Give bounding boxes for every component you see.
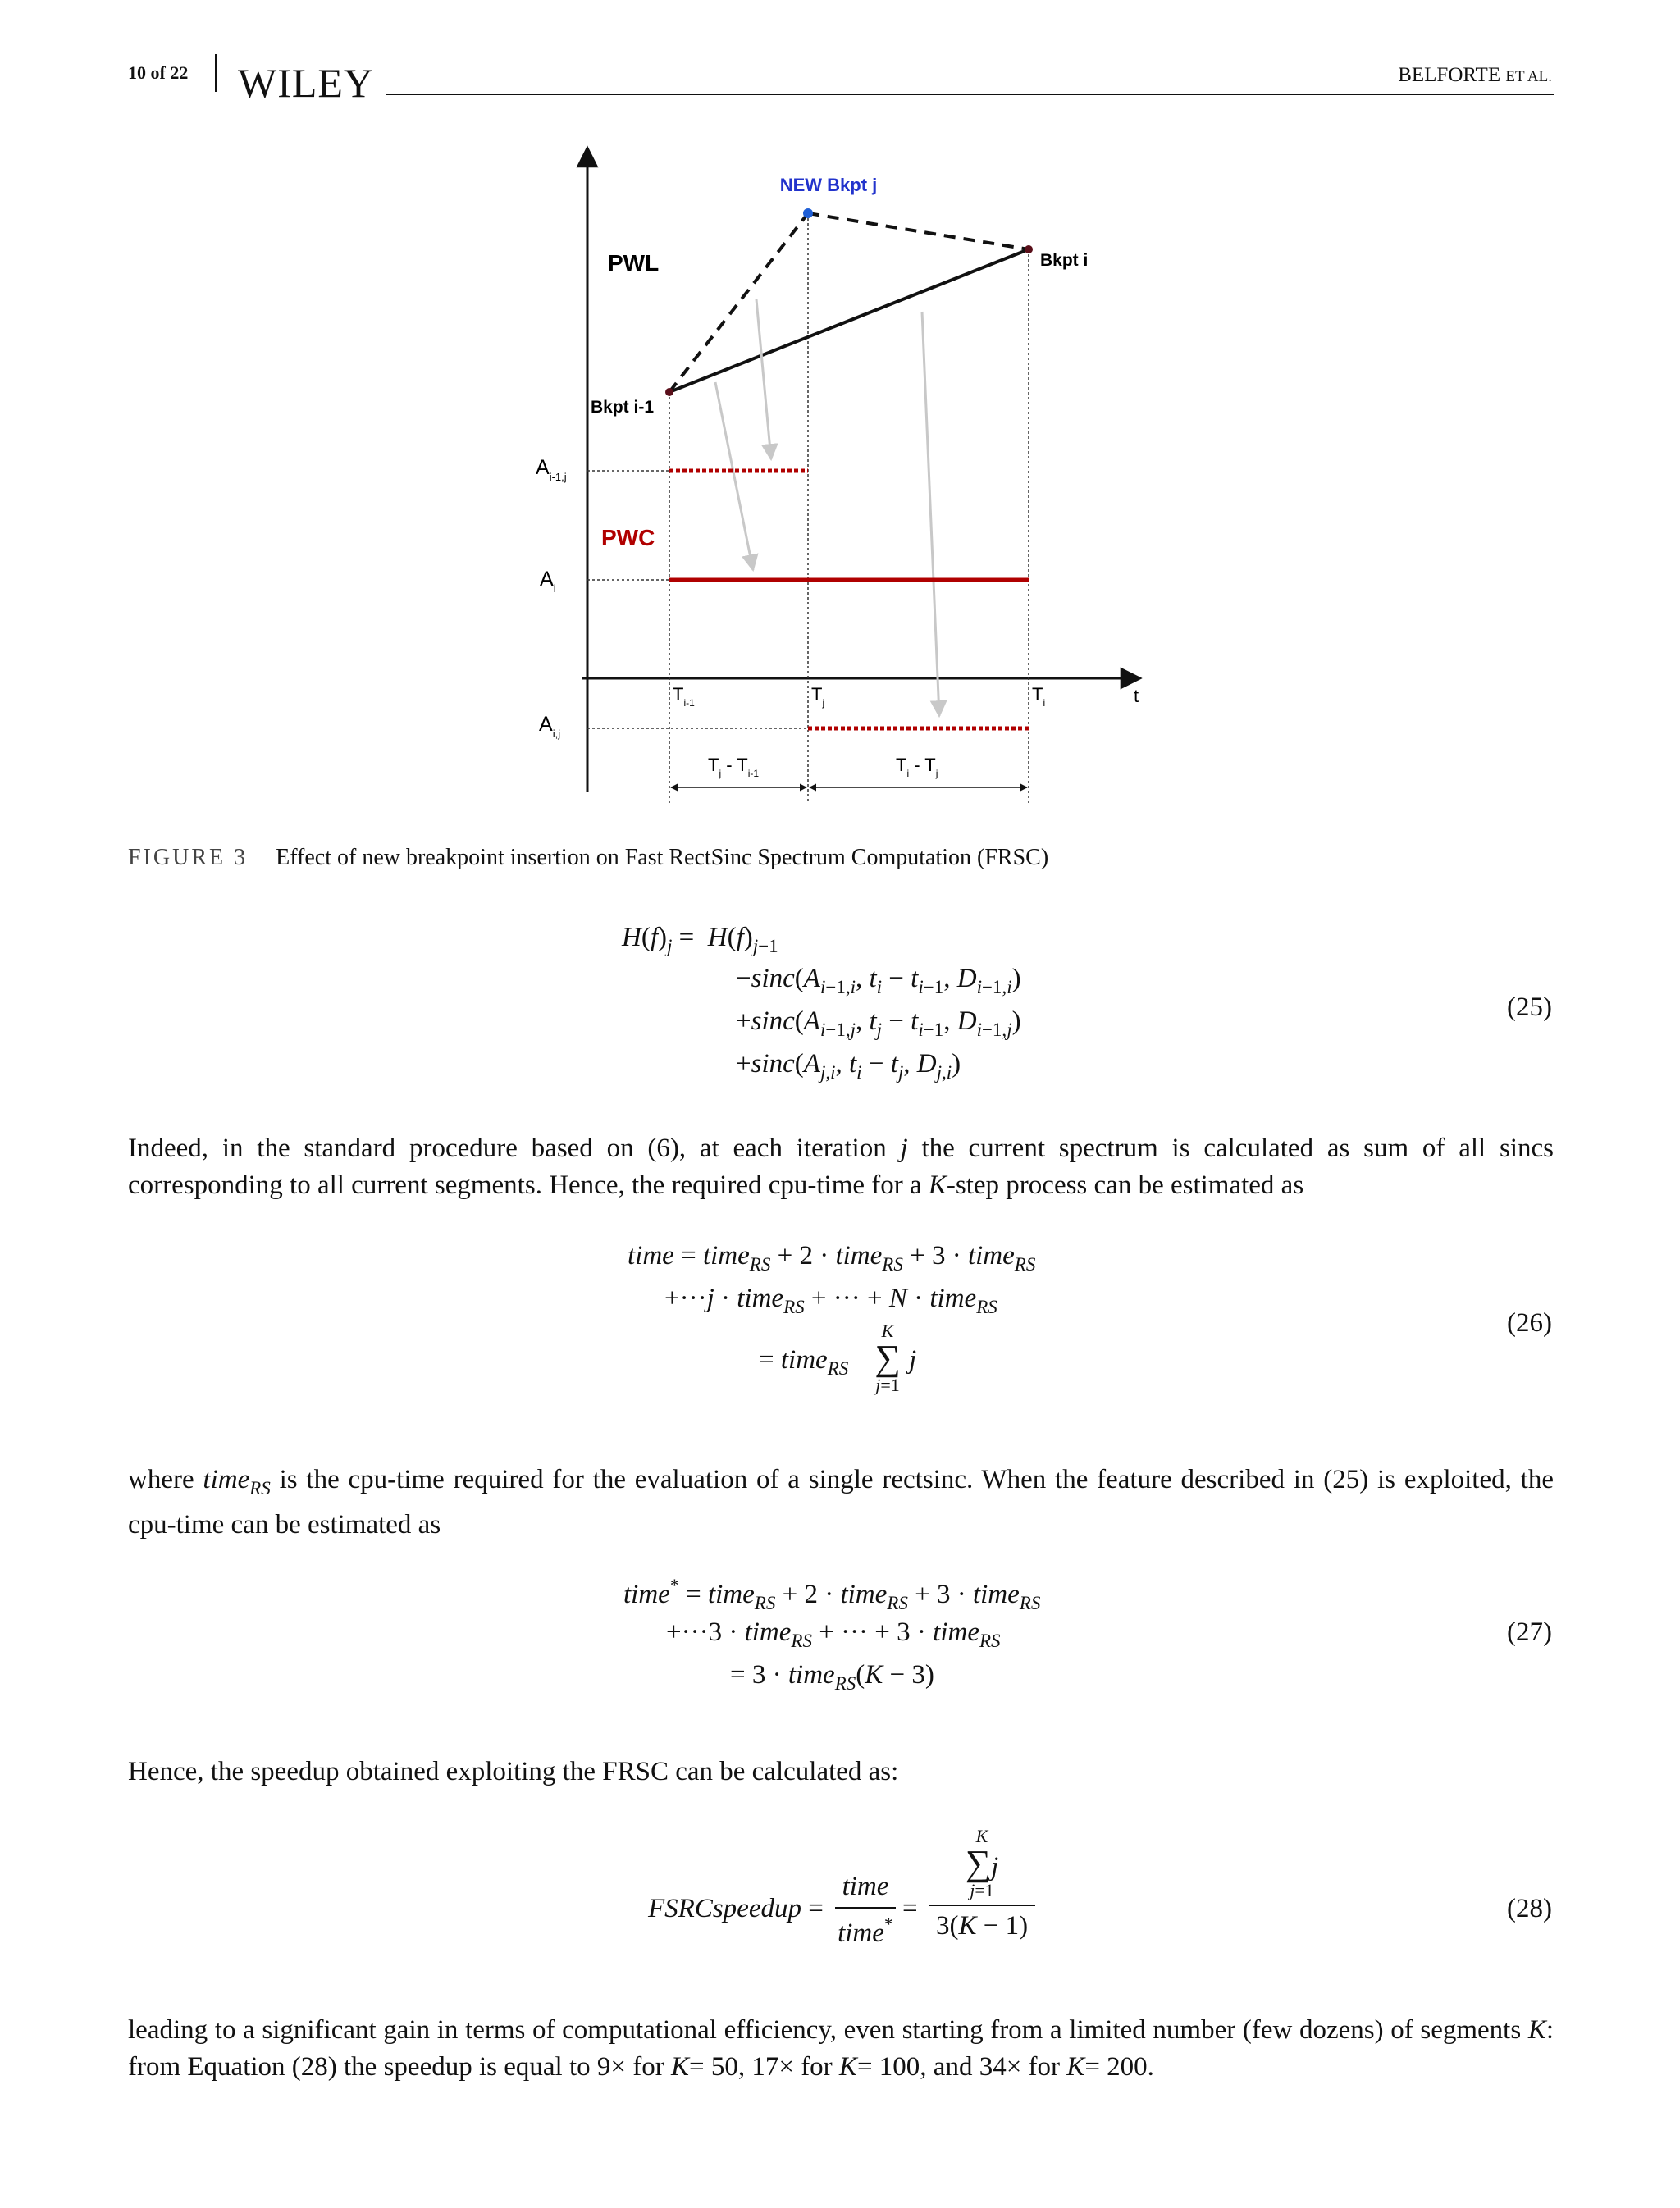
equation-25-line1: $H(f)_j = H(f)_{j-1}$ (622, 923, 778, 956)
equation-26-line3: = time$_{RS}$ (759, 1345, 849, 1379)
paragraph-1: Indeed, in the standard procedure based on (6), at each iteration j the current spectrum is calculated as sum of all sincs corresponding to all current segments. Hence, the required cpu-time for a K-step process can be estimated as (128, 1134, 1554, 1200)
x-axis-label-t: t (1134, 686, 1139, 706)
equation-27-line3: = 3 · time$_{RS}$(K − 3) (730, 1660, 934, 1694)
figure-caption (128, 845, 1048, 871)
equation-25-number: (25) (1507, 992, 1552, 1022)
projection-arrow-1 (756, 299, 771, 459)
y-label-a-i: $A_i$ (540, 568, 556, 595)
header-separator (215, 54, 217, 92)
header-rule (386, 94, 1554, 95)
interval-label-right: $T_i - T_j$ (896, 755, 938, 779)
equation-28-lhs: FSRCspeedup = (648, 1894, 824, 1923)
equation-25-line2: $-\sin c(A_{i-1,i}$, $t_i - t_{i-1}$, $D_{i-1,i}$) (736, 964, 1021, 997)
x-label-t-j: $T_j$ (811, 684, 825, 709)
new-bkpt-label: NEW Bkpt j (779, 175, 878, 195)
y-label-a-im1j: $A_{i-1,j}$ (536, 456, 567, 483)
equation-25-line4: $+\sin c(A_{j,i}$, $t_i - t_j$, $D_{j,i}$) (736, 1049, 961, 1083)
bkpt-i-label: Bkpt i (1040, 251, 1089, 270)
figure-caption-text: Effect of new breakpoint insertion on Fast RectSinc Spectrum Computation (FRSC) (276, 845, 1049, 870)
equation-28-number: (28) (1507, 1894, 1552, 1923)
figure-label: FIGURE 3 (128, 845, 249, 870)
paragraph-3: Hence, the speedup obtained exploiting the FRSC can be calculated as: (128, 1757, 899, 1786)
equation-26-line1: time = time$_{RS}$ + 2 · time$_{RS}$ + 3 · time$_{RS}$ (628, 1241, 1036, 1275)
equation-26-sum-term: j (909, 1345, 917, 1375)
paragraph-2: where time$_{RS}$ is the cpu-time required for the evaluation of a single rectsinc. When the feature described in (25) is exploited, the cpu-time can be estimated as (128, 1465, 1554, 1540)
equation-28-equals: = (902, 1894, 918, 1923)
pwl-new-segment-right (808, 213, 1029, 249)
equation-28-fraction-2: K ∑j j=1 3(K − 1) (929, 1827, 1035, 1940)
equation-27-line2: +···3 · time$_{RS}$ + ··· + 3 · time$_{RS}$ (666, 1617, 1001, 1651)
running-head-authors: BELFORTE ET AL. (1398, 64, 1552, 86)
bkpt-im1-point (665, 388, 673, 396)
x-label-t-i: $T_i$ (1032, 684, 1046, 709)
projection-arrow-3 (922, 312, 939, 716)
journal-logo: WILEY (238, 60, 375, 106)
pwc-label: PWC (601, 525, 655, 550)
new-bkpt-j-point (803, 208, 813, 218)
pwl-label: PWL (608, 250, 660, 276)
frsc-diagram (492, 131, 1181, 812)
projection-arrow-2 (715, 382, 753, 570)
x-label-t-im1: $T_{i-1}$ (673, 684, 695, 709)
bkpt-i-point (1025, 245, 1033, 253)
y-label-a-ij: $A_{i,j}$ (539, 713, 561, 740)
bkpt-im1-label: Bkpt i-1 (591, 398, 655, 417)
equation-27-line1: time* = time$_{RS}$ + 2 · time$_{RS}$ + 3 · time$_{RS}$ (623, 1575, 1041, 1613)
interval-label-left: $T_j - T_{i-1}$ (708, 755, 760, 779)
equation-27-number: (27) (1507, 1617, 1552, 1647)
equation-26-sum: K ∑ j=1 (874, 1321, 901, 1395)
paragraph-4: leading to a significant gain in terms of computational efficiency, even starting from a limited number (few dozens) of segments K: from Equation (28) the speedup is equal to 9× for K= 50, 17× for K= 100, and 34× for K= 200. (128, 2015, 1554, 2082)
equation-26-line2: +···j · time$_{RS}$ + ··· + N · time$_{RS}$ (664, 1284, 998, 1317)
equation-28-fraction-1: time time* (835, 1873, 896, 1947)
page-number: 10 of 22 (128, 62, 189, 83)
equation-25-line3: $+\sin c(A_{i-1,j}$, $t_j - t_{i-1}$, $D_{i-1,j}$) (736, 1006, 1021, 1040)
equation-26-number: (26) (1507, 1308, 1552, 1338)
